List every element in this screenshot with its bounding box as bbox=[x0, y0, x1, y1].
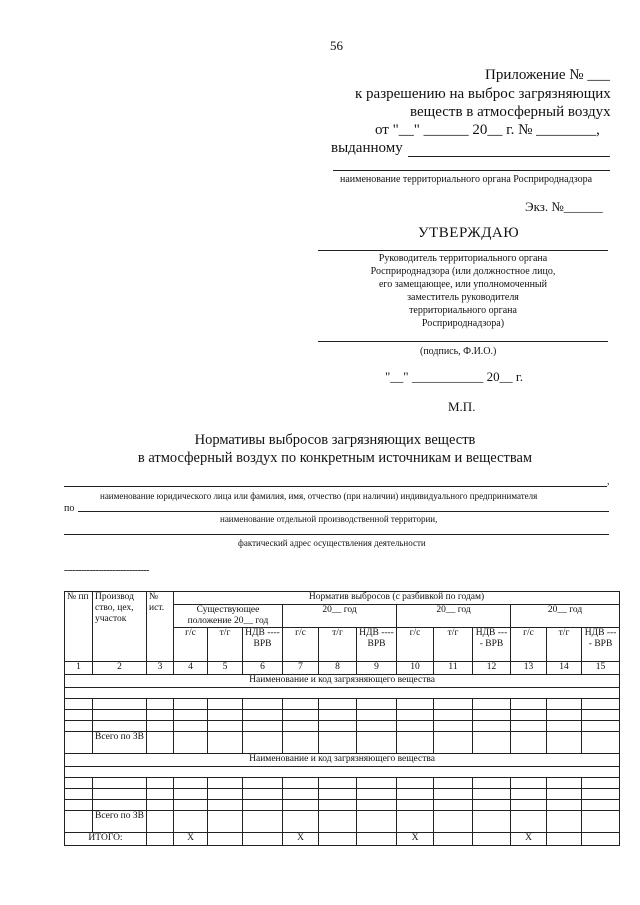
unit-gs: г/с bbox=[174, 628, 208, 662]
norm-header: Норматив выбросов (с разбивкой по годам) bbox=[174, 592, 620, 605]
approval-date: "__" ___________ 20__ г. bbox=[385, 369, 523, 384]
existing-header: Существующее положение 20__ год bbox=[174, 605, 283, 628]
issued-to-caption: наименование территориального органа Росприроднадзора bbox=[340, 174, 593, 185]
issued-to-underline-2 bbox=[333, 170, 610, 171]
table-row bbox=[65, 778, 620, 789]
table-row bbox=[65, 721, 620, 732]
approval-line bbox=[318, 250, 608, 251]
unit-ndv: НДВ ---- ВРВ bbox=[582, 628, 620, 662]
subtotal-label: Всего по ЗВ bbox=[93, 811, 147, 833]
total-mark: X bbox=[511, 833, 547, 846]
entity-caption: наименование юридического лица или фамилия, имя, отчество (при наличии) индивидуального предпринимателя bbox=[100, 491, 538, 501]
territory-line bbox=[78, 511, 609, 512]
address-line bbox=[64, 534, 609, 535]
total-mark: X bbox=[174, 833, 208, 846]
dash-line: ------------------------------ bbox=[64, 565, 149, 576]
subtotal-label: Всего по ЗВ bbox=[93, 732, 147, 754]
unit-ndv: НДВ ---- ВРВ bbox=[473, 628, 511, 662]
subtotal-row bbox=[65, 732, 620, 754]
signature-line bbox=[318, 341, 608, 342]
page-number: 56 bbox=[330, 38, 343, 53]
table-row bbox=[65, 800, 620, 811]
table-row bbox=[65, 699, 620, 710]
po-label: по bbox=[64, 503, 75, 514]
issued-to-underline bbox=[408, 156, 610, 157]
column-number-row: 1 2 3 4 5 6 7 8 9 10 11 12 13 14 15 bbox=[65, 662, 620, 675]
unit-tg: т/г bbox=[319, 628, 357, 662]
unit-tg: т/г bbox=[547, 628, 582, 662]
unit-ndv: НДВ ---- ВРВ bbox=[357, 628, 397, 662]
total-row bbox=[65, 833, 620, 846]
approval-title: УТВЕРЖДАЮ bbox=[418, 225, 520, 241]
year-header-1: 20__ год bbox=[283, 605, 397, 628]
col-production-header: Производ ство, цех, участок bbox=[93, 592, 147, 662]
table-row bbox=[65, 789, 620, 800]
territory-caption: наименование отдельной производственной территории, bbox=[220, 514, 438, 524]
permit-line-2: веществ в атмосферный воздух bbox=[410, 104, 611, 120]
issued-to-label: выданному bbox=[331, 140, 403, 156]
substance-header-1: Наименование и код загрязняющего вещества bbox=[65, 675, 620, 688]
document-title: Нормативы выбросов загрязняющих веществ в атмосферный воздух по конкретным источникам и веществам bbox=[137, 432, 533, 466]
appendix-label: Приложение № ___ bbox=[485, 67, 610, 83]
address-caption: фактический адрес осуществления деятельности bbox=[238, 538, 426, 548]
unit-tg: т/г bbox=[208, 628, 243, 662]
col-source-header: № ист. bbox=[147, 592, 174, 662]
table-row bbox=[65, 710, 620, 721]
unit-gs: г/с bbox=[283, 628, 319, 662]
unit-ndv: НДВ ---- ВРВ bbox=[243, 628, 283, 662]
signature-caption: (подпись, Ф.И.О.) bbox=[420, 346, 497, 357]
substance-header-2: Наименование и код загрязняющего вещества bbox=[65, 754, 620, 767]
permit-line-1: к разрешению на выброс загрязняющих bbox=[355, 86, 611, 102]
year-header-2: 20__ год bbox=[397, 605, 511, 628]
emissions-table bbox=[64, 591, 620, 846]
total-mark: X bbox=[397, 833, 434, 846]
stamp-label: М.П. bbox=[448, 399, 476, 414]
subtotal-row bbox=[65, 811, 620, 833]
permit-date-line: от "__" ______ 20__ г. № ________, bbox=[375, 122, 600, 138]
year-header-3: 20__ год bbox=[511, 605, 620, 628]
col-no-header: № пп bbox=[65, 592, 93, 662]
total-mark: X bbox=[283, 833, 319, 846]
unit-gs: г/с bbox=[511, 628, 547, 662]
total-label: ИТОГО: bbox=[65, 833, 147, 846]
copy-number: Экз. №______ bbox=[525, 199, 603, 214]
unit-gs: г/с bbox=[397, 628, 434, 662]
approval-position: Руководитель территориального органа Росприроднадзора (или должностное лицо, его замещающее, или уполномоченный заместитель руководителя территориального органа Росприроднадзора) bbox=[370, 253, 556, 329]
unit-tg: т/г bbox=[434, 628, 473, 662]
entity-name-line bbox=[64, 486, 607, 487]
